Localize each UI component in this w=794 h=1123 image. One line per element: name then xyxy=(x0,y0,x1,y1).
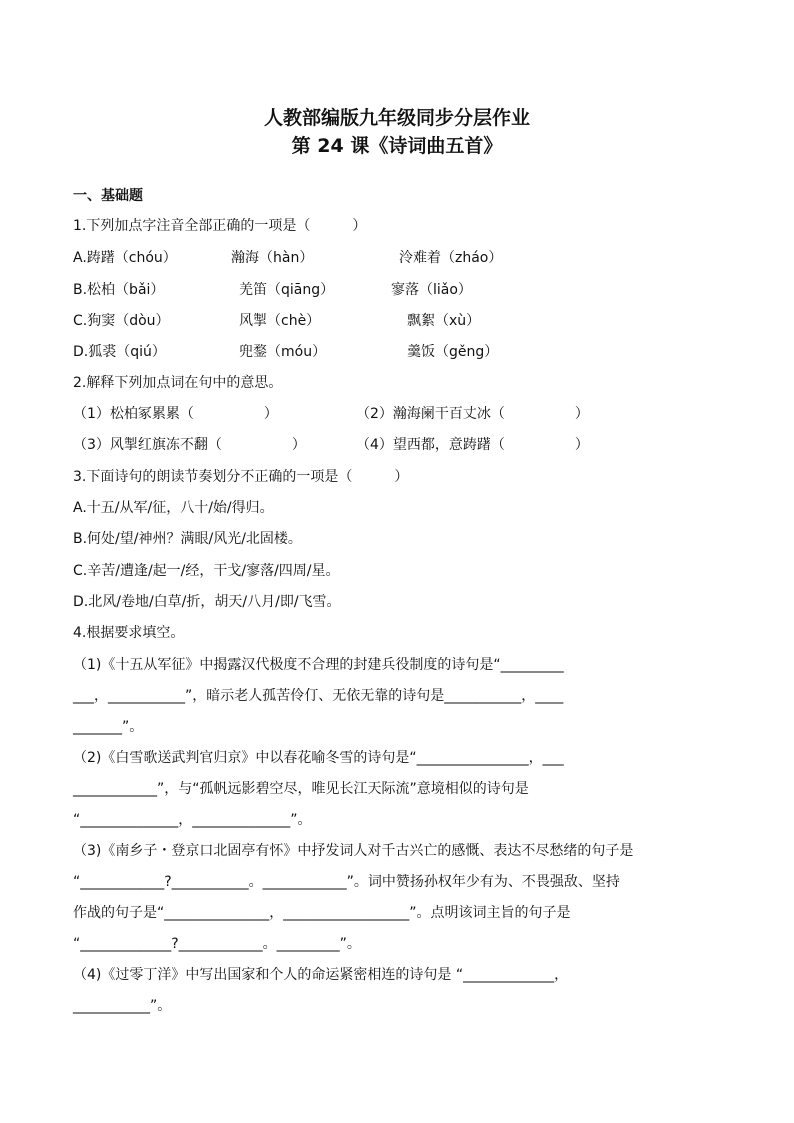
q1-c-term-1: C.狗窦（dòu） xyxy=(73,313,170,329)
section-heading: 一、基础题 xyxy=(73,188,143,204)
q3-option-c: C.辛苦/遭逢/起一/经，干戈/寥落/四周/星。 xyxy=(73,563,340,579)
q1-a-term-1: A.踌躇（chóu） xyxy=(73,250,177,266)
q1-d-term-1: D.狐裘（qiú） xyxy=(73,344,166,360)
q2-item-3: （3）风掣红旗冻不翻（ ） xyxy=(73,437,306,453)
question-1-stem: 1.下列加点字注音全部正确的一项是（ ） xyxy=(73,218,367,234)
q1-b-term-3: 寥落（liǎo） xyxy=(391,282,472,298)
q1-option-c xyxy=(73,311,723,331)
q1-c-term-2: 风掣（chè） xyxy=(239,313,321,329)
lesson-subtitle: 第 24 课《诗词曲五首》 xyxy=(291,135,503,157)
q4-part1-line1: （1)《十五从军征》中揭露汉代极度不合理的封建兵役制度的诗句是“_________ xyxy=(73,657,564,673)
q1-option-a xyxy=(73,248,723,268)
q4-part3-line3: 作战的句子是“_______________，__________________”。点明该词主旨的句子是 xyxy=(73,905,571,921)
question-3-stem: 3.下面诗句的朗读节奏划分不正确的一项是（ ） xyxy=(73,469,409,485)
q4-part1-line2: ___，___________”，暗示老人孤苦伶仃、无依无靠的诗句是___________，____ xyxy=(73,688,564,704)
q1-c-term-3: 飘絮（xù） xyxy=(407,313,481,329)
q1-d-term-2: 兜鍪（móu） xyxy=(239,344,327,360)
q4-part4-line1: （4)《过零丁洋》中写出国家和个人的命运紧密相连的诗句是 “_____________， xyxy=(73,967,569,983)
q4-part2-line3: “______________，______________”。 xyxy=(73,812,312,828)
q2-item-2: （2）瀚海阑干百丈冰（ ） xyxy=(356,406,589,422)
q3-option-b: B.何处/望/神州？满眼/风光/北固楼。 xyxy=(73,531,302,547)
question-4-stem: 4.根据要求填空。 xyxy=(73,625,185,641)
q3-option-d: D.北风/卷地/白草/折，胡天/八月/即/飞雪。 xyxy=(73,594,341,610)
q1-a-term-3: 泠难着（zháo） xyxy=(399,250,503,266)
q2-item-1: （1）松柏冢累累（ ） xyxy=(73,406,278,422)
q4-part2-line2: ____________”，与“孤帆远影碧空尽，唯见长江天际流”意境相似的诗句是 xyxy=(73,781,529,797)
q4-part1-line3: _______”。 xyxy=(73,719,144,735)
q1-option-b xyxy=(73,280,723,300)
q1-option-d xyxy=(73,342,723,362)
page-title: 人教部编版九年级同步分层作业 xyxy=(263,107,530,129)
q4-part4-line2: ___________”。 xyxy=(73,998,172,1014)
q1-d-term-3: 羹饭（gěng） xyxy=(407,344,499,360)
q3-option-a: A.十五/从军/征，八十/始/得归。 xyxy=(73,500,274,516)
q4-part3-line2: “____________?___________。____________”。词中赞扬孙权年少有为、不畏强敌、坚持 xyxy=(73,874,620,890)
q4-part2-line1: （2)《白雪歌送武判官归京》中以春花喻冬雪的诗句是“________________，___ xyxy=(73,750,564,766)
question-2-stem: 2.解释下列加点词在句中的意思。 xyxy=(73,375,283,391)
q4-part3-line4: “_____________?____________。_________”。 xyxy=(73,936,361,952)
q4-part3-line1: （3)《南乡子・登京口北固亭有怀》中抒发词人对千古兴亡的感慨、表达不尽愁绪的句子是 xyxy=(73,843,634,859)
q1-b-term-2: 羌笛（qiāng） xyxy=(239,282,335,298)
q1-a-term-2: 瀚海（hàn） xyxy=(231,250,314,266)
q2-item-4: （4）望西都，意踌躇（ ） xyxy=(356,437,589,453)
q1-b-term-1: B.松柏（bǎi） xyxy=(73,282,165,298)
